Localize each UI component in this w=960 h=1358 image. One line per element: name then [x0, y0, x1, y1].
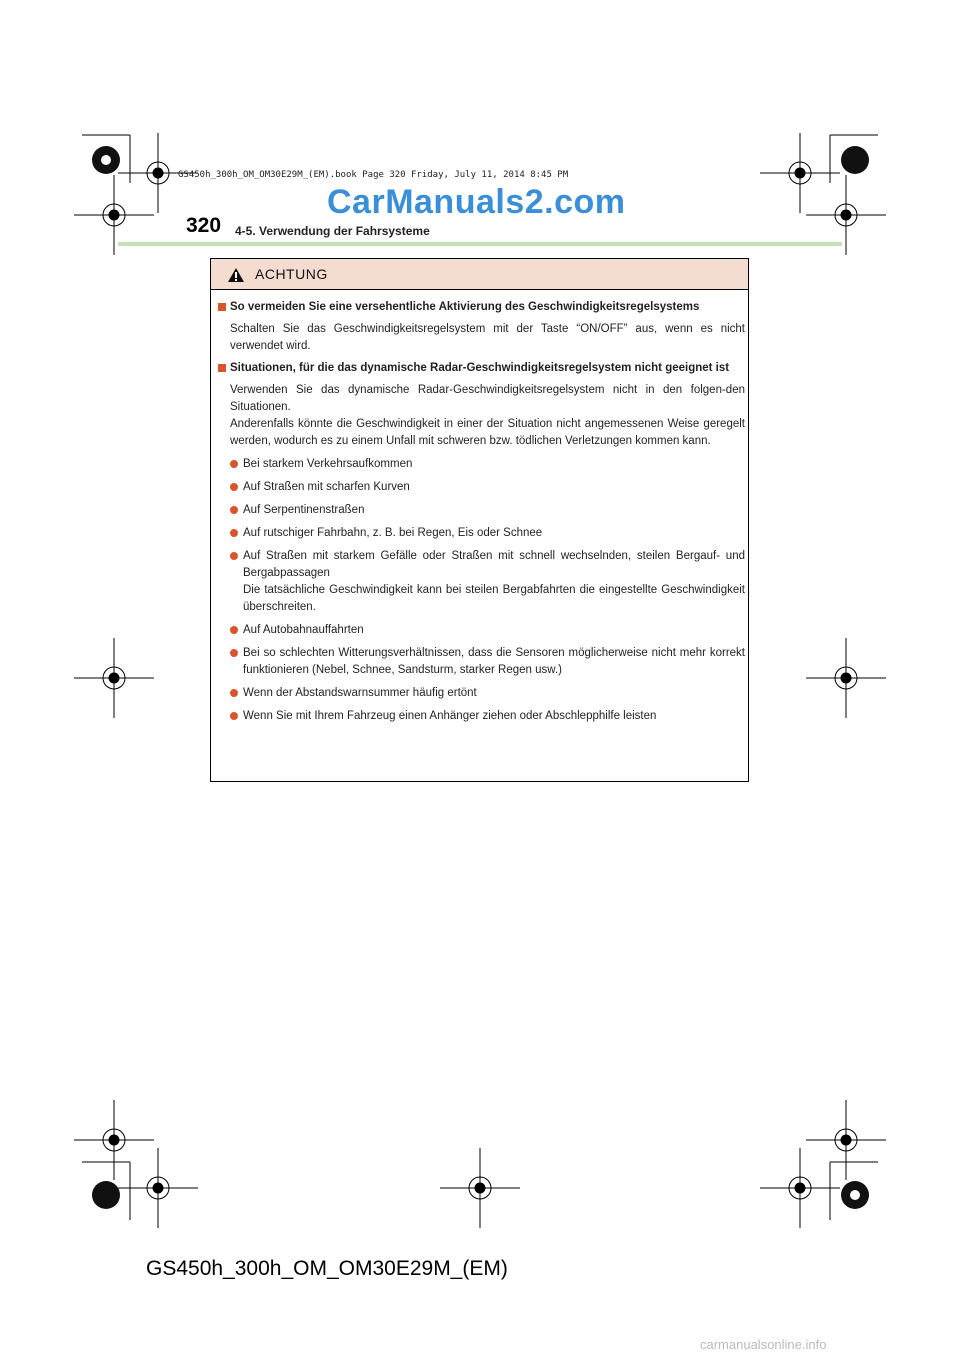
paragraph: Schalten Sie das Geschwindigkeitsregelsystem mit der Taste “ON/OFF” aus, wenn es nicht verwendet wird.: [230, 323, 745, 352]
square-bullet-icon: [218, 303, 226, 311]
bullet-dot-icon: [230, 506, 238, 514]
bullet-dot-icon: [230, 460, 238, 468]
list-item: Auf Straßen mit scharfen Kurven: [217, 479, 745, 496]
page-number: 320: [186, 214, 222, 237]
list-item: Auf Straßen mit starkem Gefälle oder Straßen mit schnell wechselnden, steilen Bergauf- und Bergabpassagen Die tatsächliche Geschwindigkeit kann bei steilen Bergabfahrten die eingestellte Geschwindigkeit überschreiten.: [217, 548, 745, 616]
list-item: Bei so schlechten Witterungsverhältnissen, dass die Sensoren möglicherweise nicht mehr korrekt funktionieren (Nebel, Schnee, Sandsturm, starker Regen usw.): [217, 645, 745, 679]
list-item: Wenn der Abstandswarnsummer häufig ertönt: [217, 685, 745, 702]
list-item: Bei starkem Verkehrsaufkommen: [217, 456, 745, 473]
bullet-dot-icon: [230, 649, 238, 657]
list-item: Wenn Sie mit Ihrem Fahrzeug einen Anhänger ziehen oder Abschlepphilfe leisten: [217, 708, 745, 725]
bullet-dot-icon: [230, 689, 238, 697]
warning-header: [211, 259, 748, 290]
section-title: 4-5. Verwendung der Fahrsysteme: [235, 224, 430, 238]
watermark-logo: CarManuals2.com: [327, 183, 626, 221]
list-item: Auf rutschiger Fahrbahn, z. B. bei Regen, Eis oder Schnee: [217, 525, 745, 542]
warning-content: [217, 299, 745, 731]
footer-site-watermark: carmanualsonline.info: [700, 1337, 827, 1352]
section-heading: Situationen, für die das dynamische Radar-Geschwindigkeitsregelsystem nicht geeignet ist: [217, 360, 745, 377]
document-code: GS450h_300h_OM_OM30E29M_(EM): [146, 1257, 508, 1280]
square-bullet-icon: [218, 364, 226, 372]
warning-title: ACHTUNG: [255, 266, 328, 282]
bullet-dot-icon: [230, 552, 238, 560]
warning-triangle-icon: [227, 267, 245, 283]
bullet-dot-icon: [230, 529, 238, 537]
paragraph: Verwenden Sie das dynamische Radar-Geschwindigkeitsregelsystem nicht in den folgen-den Situationen. Anderenfalls könnte die Geschwindigkeit in einer der Situation nicht angemessenen Weise geregelt werden, wodurch es zu einem Unfall mit schweren bzw. tödlichen Verletzungen kommen kann.: [230, 384, 745, 447]
bullet-dot-icon: [230, 483, 238, 491]
header-rule: [118, 242, 842, 246]
list-item: Auf Autobahnauffahrten: [217, 622, 745, 639]
section-heading: So vermeiden Sie eine versehentliche Aktivierung des Geschwindigkeitsregelsystems: [217, 299, 745, 316]
warning-box: [210, 258, 749, 782]
bullet-dot-icon: [230, 626, 238, 634]
book-file-info: GS450h_300h_OM_OM30E29M_(EM).book Page 320 Friday, July 11, 2014 8:45 PM: [178, 170, 569, 180]
bullet-dot-icon: [230, 712, 238, 720]
list-item: Auf Serpentinenstraßen: [217, 502, 745, 519]
